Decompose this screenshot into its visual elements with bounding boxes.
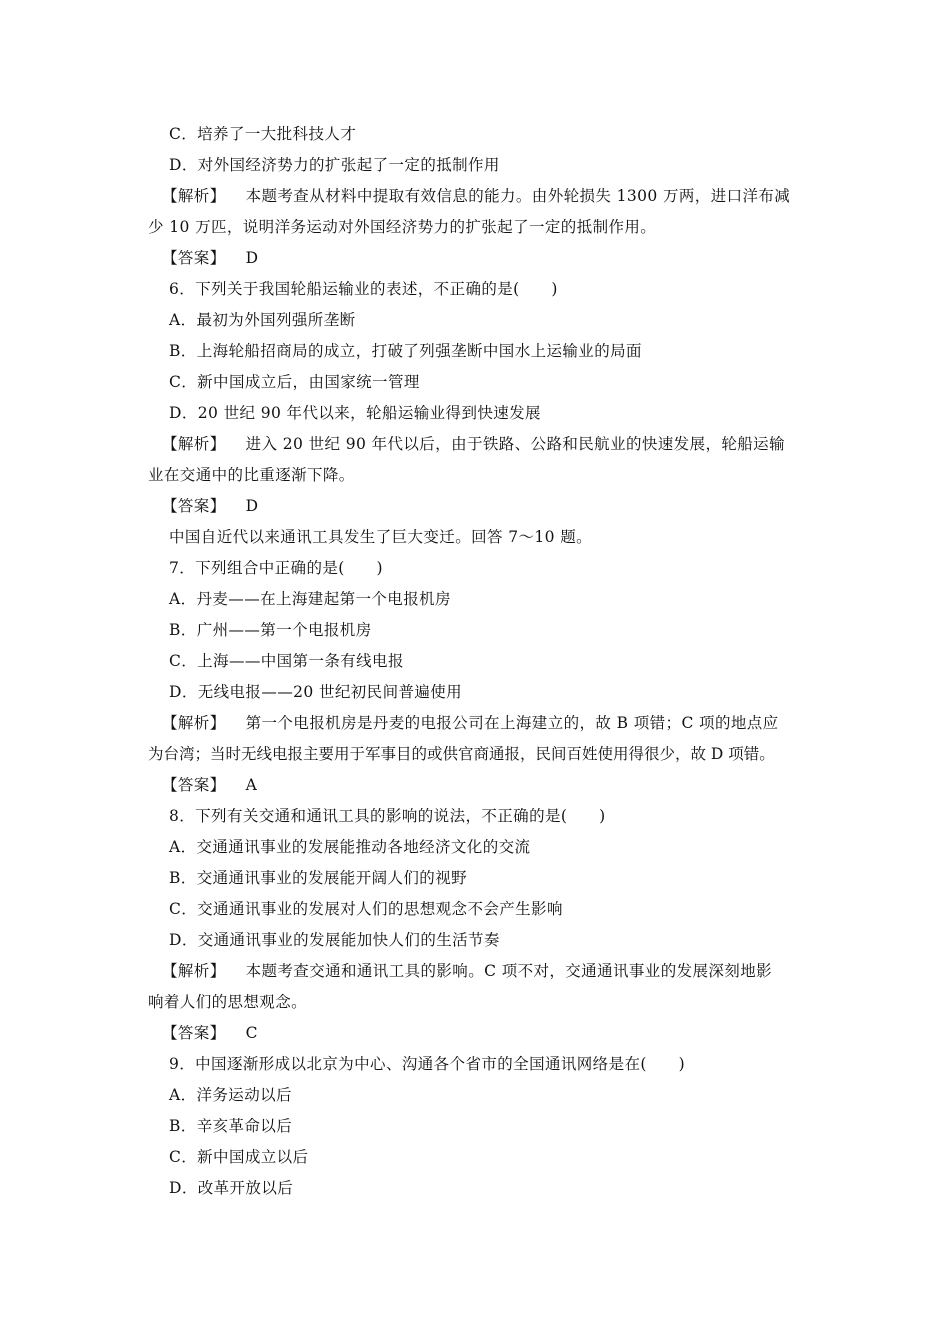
option-5d: D．对外国经济势力的扩张起了一定的抵制作用 <box>169 156 500 174</box>
option-6d: D．20 世纪 90 年代以来，轮船运输业得到快速发展 <box>169 404 541 422</box>
option-7a: A．丹麦——在上海建起第一个电报机房 <box>169 590 451 608</box>
option-8c: C．交通通讯事业的发展对人们的思想观念不会产生影响 <box>169 900 563 918</box>
option-6c: C．新中国成立后，由国家统一管理 <box>169 373 420 391</box>
question-6: 6．下列关于我国轮船运输业的表述，不正确的是( ) <box>169 280 558 298</box>
answer-tag: 【答案】 <box>162 497 226 515</box>
option-8a: A．交通通讯事业的发展能推动各地经济文化的交流 <box>169 838 531 856</box>
option-9c: C．新中国成立以后 <box>169 1148 309 1166</box>
analysis-tag: 【解析】 <box>162 435 226 453</box>
analysis-5: 【解析】 本题考查从材料中提取有效信息的能力。由外轮损失 1300 万两，进口洋布减 <box>162 187 791 205</box>
analysis-5-cont: 少 10 万匹，说明洋务运动对外国经济势力的扩张起了一定的抵制作用。 <box>148 218 657 236</box>
answer-7: 【答案】 A <box>162 776 258 794</box>
analysis-tag: 【解析】 <box>162 714 226 732</box>
question-9: 9．中国逐渐形成以北京为中心、沟通各个省市的全国通讯网络是在( ) <box>169 1055 686 1073</box>
analysis-tag: 【解析】 <box>162 187 226 205</box>
answer-8: 【答案】 C <box>162 1024 258 1042</box>
answer-tag: 【答案】 <box>162 249 226 267</box>
analysis-6: 【解析】 进入 20 世纪 90 年代以后，由于铁路、公路和民航业的快速发展，轮船运输 <box>162 435 785 453</box>
option-9a: A．洋务运动以后 <box>169 1086 292 1104</box>
option-7c: C．上海——中国第一条有线电报 <box>169 652 404 670</box>
answer-tag: 【答案】 <box>162 776 226 794</box>
question-8: 8．下列有关交通和通讯工具的影响的说法，不正确的是( ) <box>169 807 606 825</box>
group-intro: 中国自近代以来通讯工具发生了巨大变迁。回答 7～10 题。 <box>169 528 593 546</box>
analysis-6-cont: 业在交通中的比重逐渐下降。 <box>148 466 355 484</box>
document-body <box>148 119 820 1204</box>
answer-tag: 【答案】 <box>162 1024 226 1042</box>
option-8d: D．交通通讯事业的发展能加快人们的生活节奏 <box>169 931 500 949</box>
option-8b: B．交通通讯事业的发展能开阔人们的视野 <box>169 869 467 887</box>
answer-6: 【答案】 D <box>162 497 259 515</box>
option-7b: B．广州——第一个电报机房 <box>169 621 372 639</box>
analysis-tag: 【解析】 <box>162 962 226 980</box>
option-9d: D．改革开放以后 <box>169 1179 294 1197</box>
question-7: 7．下列组合中正确的是( ) <box>169 559 383 577</box>
analysis-7: 【解析】 第一个电报机房是丹麦的电报公司在上海建立的，故 B 项错；C 项的地点应 <box>162 714 779 732</box>
analysis-8-cont: 响着人们的思想观念。 <box>148 993 308 1011</box>
answer-5: 【答案】 D <box>162 249 259 267</box>
analysis-8: 【解析】 本题考查交通和通讯工具的影响。C 项不对，交通通讯事业的发展深刻地影 <box>162 962 772 980</box>
option-7d: D．无线电报——20 世纪初民间普遍使用 <box>169 683 463 701</box>
option-5c: C．培养了一大批科技人才 <box>169 125 357 143</box>
option-9b: B．辛亥革命以后 <box>169 1117 293 1135</box>
option-6b: B．上海轮船招商局的成立，打破了列强垄断中国水上运输业的局面 <box>169 342 642 360</box>
analysis-7-cont: 为台湾；当时无线电报主要用于军事目的或供官商通报，民间百姓使用得很少，故 D 项错。 <box>148 745 775 763</box>
option-6a: A．最初为外国列强所垄断 <box>169 311 356 329</box>
